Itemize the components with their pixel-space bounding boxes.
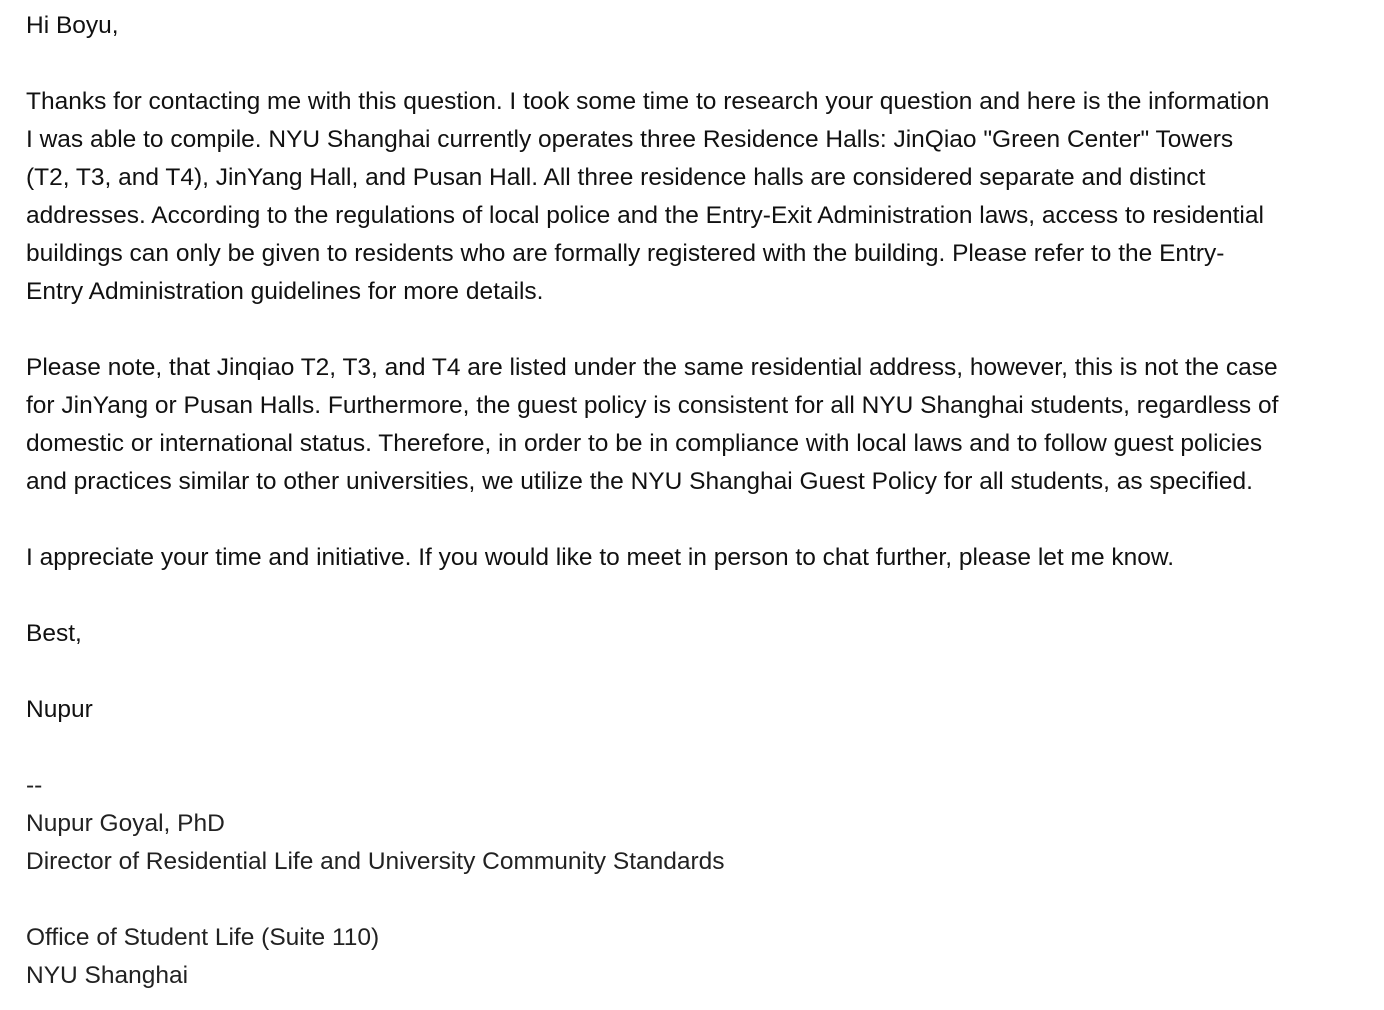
paragraph-3: I appreciate your time and initiative. If you would like to meet in person to chat further, please let me know.	[26, 544, 1175, 571]
spacer	[26, 311, 1366, 349]
signature-separator: --	[26, 772, 43, 799]
spacer	[26, 45, 1366, 83]
paragraph-1-line: (T2, T3, and T4), JinYang Hall, and Pusan Hall. All three residence halls are considered separate and distinct	[26, 164, 1206, 191]
spacer	[26, 881, 1366, 919]
closing: Best,	[26, 620, 82, 647]
paragraph-2-line: domestic or international status. Therefore, in order to be in compliance with local laws and to follow guest policies	[26, 430, 1263, 457]
signature-block	[26, 767, 1366, 995]
paragraph-1-line: I was able to compile. NYU Shanghai currently operates three Residence Halls: JinQiao "Green Center" Towers	[26, 126, 1234, 153]
paragraph-1-line: addresses. According to the regulations of local police and the Entry-Exit Administration laws, access to residential	[26, 202, 1264, 229]
spacer	[26, 501, 1366, 539]
paragraph-1-line: Thanks for contacting me with this question. I took some time to research your question and here is the information	[26, 88, 1270, 115]
signature-name: Nupur Goyal, PhD	[26, 810, 225, 837]
paragraph-2-line: for JinYang or Pusan Halls. Furthermore, the guest policy is consistent for all NYU Shanghai students, regardless of	[26, 392, 1279, 419]
greeting: Hi Boyu,	[26, 12, 119, 39]
paragraph-1-line: buildings can only be given to residents who are formally registered with the building. Please refer to the Entry-	[26, 240, 1225, 267]
spacer	[26, 577, 1366, 615]
spacer	[26, 653, 1366, 691]
paragraph-2-line: Please note, that Jinqiao T2, T3, and T4 are listed under the same residential address, however, this is not the case	[26, 354, 1278, 381]
signature-title: Director of Residential Life and University Community Standards	[26, 848, 725, 875]
email-body	[26, 7, 1366, 995]
signature-office: Office of Student Life (Suite 110)	[26, 924, 380, 951]
paragraph-2	[26, 349, 1366, 501]
signature-organization: NYU Shanghai	[26, 962, 189, 989]
paragraph-1	[26, 83, 1366, 311]
paragraph-1-line: Entry Administration guidelines for more details.	[26, 278, 544, 305]
sender-first-name: Nupur	[26, 696, 93, 723]
paragraph-2-line: and practices similar to other universities, we utilize the NYU Shanghai Guest Policy for all students, as specified.	[26, 468, 1253, 495]
spacer	[26, 729, 1366, 767]
